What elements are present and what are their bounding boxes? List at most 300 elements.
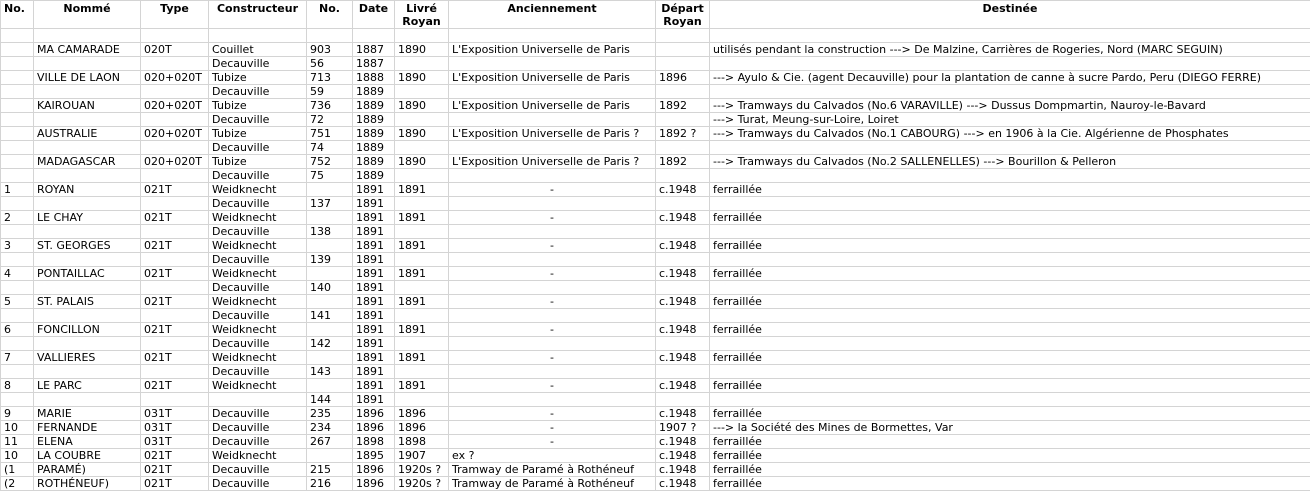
cell-date[interactable]: 1891 [353, 393, 395, 407]
cell-works-no[interactable] [307, 351, 353, 365]
cell-works-no[interactable]: 75 [307, 169, 353, 183]
cell-fate[interactable] [710, 141, 1310, 155]
cell-builder[interactable]: Weidknecht [209, 351, 307, 365]
cell-builder[interactable]: Decauville [209, 85, 307, 99]
cell-departed-royan[interactable] [656, 169, 710, 183]
cell-builder[interactable]: Tubize [209, 99, 307, 113]
cell-type[interactable] [141, 337, 209, 351]
cell-builder[interactable]: Tubize [209, 127, 307, 141]
cell-departed-royan[interactable]: c.1948 [656, 295, 710, 309]
cell-date[interactable]: 1891 [353, 337, 395, 351]
header-type[interactable]: Type [141, 1, 209, 29]
cell-fate[interactable] [710, 365, 1310, 379]
cell-fate[interactable] [710, 29, 1310, 43]
cell-name[interactable]: LA COUBRE [34, 449, 141, 463]
cell-fate[interactable] [710, 169, 1310, 183]
cell-formerly[interactable]: - [449, 295, 656, 309]
cell-type[interactable] [141, 113, 209, 127]
cell-delivered-royan[interactable]: 1891 [395, 295, 449, 309]
cell-departed-royan[interactable]: c.1948 [656, 463, 710, 477]
cell-type[interactable]: 020+020T [141, 71, 209, 85]
cell-works-no[interactable]: 903 [307, 43, 353, 57]
cell-formerly[interactable]: - [449, 211, 656, 225]
cell-date[interactable]: 1889 [353, 113, 395, 127]
cell-departed-royan[interactable]: c.1948 [656, 449, 710, 463]
cell-type[interactable] [141, 57, 209, 71]
cell-no[interactable] [1, 71, 34, 85]
cell-no[interactable]: 5 [1, 295, 34, 309]
cell-delivered-royan[interactable] [395, 309, 449, 323]
cell-formerly[interactable]: - [449, 267, 656, 281]
cell-date[interactable]: 1887 [353, 43, 395, 57]
cell-no[interactable] [1, 85, 34, 99]
cell-no[interactable] [1, 43, 34, 57]
header-delivered-royan[interactable]: Livré Royan [395, 1, 449, 29]
cell-works-no[interactable] [307, 379, 353, 393]
cell-type[interactable] [141, 29, 209, 43]
cell-departed-royan[interactable]: 1907 ? [656, 421, 710, 435]
cell-builder[interactable]: Weidknecht [209, 211, 307, 225]
cell-name[interactable]: VILLE DE LAON [34, 71, 141, 85]
cell-works-no[interactable]: 74 [307, 141, 353, 155]
header-formerly[interactable]: Anciennement [449, 1, 656, 29]
cell-type[interactable]: 020T [141, 43, 209, 57]
cell-name[interactable]: ST. PALAIS [34, 295, 141, 309]
cell-date[interactable]: 1891 [353, 295, 395, 309]
cell-delivered-royan[interactable] [395, 29, 449, 43]
cell-builder[interactable]: Decauville [209, 253, 307, 267]
header-no[interactable]: No. [1, 1, 34, 29]
cell-builder[interactable]: Decauville [209, 113, 307, 127]
cell-delivered-royan[interactable]: 1898 [395, 435, 449, 449]
cell-date[interactable]: 1896 [353, 407, 395, 421]
cell-formerly[interactable] [449, 365, 656, 379]
cell-fate[interactable]: ferraillée [710, 449, 1310, 463]
cell-builder[interactable]: Decauville [209, 141, 307, 155]
cell-builder[interactable]: Decauville [209, 169, 307, 183]
cell-formerly[interactable]: - [449, 421, 656, 435]
cell-works-no[interactable]: 216 [307, 477, 353, 491]
cell-builder[interactable] [209, 29, 307, 43]
cell-no[interactable] [1, 253, 34, 267]
cell-fate[interactable] [710, 253, 1310, 267]
cell-type[interactable]: 031T [141, 435, 209, 449]
cell-departed-royan[interactable]: c.1948 [656, 407, 710, 421]
cell-date[interactable]: 1889 [353, 155, 395, 169]
cell-departed-royan[interactable]: 1892 [656, 99, 710, 113]
cell-works-no[interactable] [307, 183, 353, 197]
cell-fate[interactable]: ---> Tramways du Calvados (No.2 SALLENELLES) ---> Bourillon & Pelleron [710, 155, 1310, 169]
cell-type[interactable] [141, 141, 209, 155]
cell-name[interactable]: ELENA [34, 435, 141, 449]
cell-type[interactable]: 021T [141, 295, 209, 309]
cell-departed-royan[interactable]: c.1948 [656, 477, 710, 491]
cell-builder[interactable]: Decauville [209, 281, 307, 295]
cell-name[interactable] [34, 225, 141, 239]
cell-type[interactable] [141, 169, 209, 183]
cell-builder[interactable]: Weidknecht [209, 183, 307, 197]
cell-works-no[interactable]: 139 [307, 253, 353, 267]
cell-works-no[interactable]: 56 [307, 57, 353, 71]
cell-builder[interactable]: Decauville [209, 421, 307, 435]
cell-name[interactable] [34, 253, 141, 267]
cell-fate[interactable]: ferraillée [710, 351, 1310, 365]
cell-name[interactable] [34, 141, 141, 155]
cell-type[interactable]: 021T [141, 211, 209, 225]
cell-departed-royan[interactable] [656, 43, 710, 57]
cell-type[interactable]: 021T [141, 323, 209, 337]
cell-delivered-royan[interactable] [395, 337, 449, 351]
cell-departed-royan[interactable] [656, 85, 710, 99]
cell-fate[interactable]: ferraillée [710, 183, 1310, 197]
cell-delivered-royan[interactable]: 1891 [395, 183, 449, 197]
cell-works-no[interactable]: 72 [307, 113, 353, 127]
cell-delivered-royan[interactable]: 1891 [395, 239, 449, 253]
cell-type[interactable]: 020+020T [141, 99, 209, 113]
cell-date[interactable]: 1888 [353, 71, 395, 85]
cell-delivered-royan[interactable]: 1896 [395, 407, 449, 421]
cell-departed-royan[interactable] [656, 393, 710, 407]
cell-works-no[interactable]: 137 [307, 197, 353, 211]
cell-fate[interactable]: ferraillée [710, 323, 1310, 337]
cell-name[interactable]: FERNANDE [34, 421, 141, 435]
cell-works-no[interactable] [307, 267, 353, 281]
cell-type[interactable]: 020+020T [141, 127, 209, 141]
cell-name[interactable] [34, 197, 141, 211]
cell-departed-royan[interactable] [656, 29, 710, 43]
cell-formerly[interactable] [449, 57, 656, 71]
cell-formerly[interactable]: - [449, 323, 656, 337]
cell-type[interactable]: 031T [141, 421, 209, 435]
cell-type[interactable]: 021T [141, 463, 209, 477]
cell-date[interactable]: 1891 [353, 351, 395, 365]
cell-works-no[interactable]: 267 [307, 435, 353, 449]
cell-date[interactable]: 1891 [353, 309, 395, 323]
cell-name[interactable]: KAIROUAN [34, 99, 141, 113]
cell-departed-royan[interactable] [656, 309, 710, 323]
cell-works-no[interactable] [307, 295, 353, 309]
cell-no[interactable]: (1 [1, 463, 34, 477]
cell-no[interactable]: 9 [1, 407, 34, 421]
cell-departed-royan[interactable] [656, 365, 710, 379]
cell-fate[interactable] [710, 225, 1310, 239]
cell-delivered-royan[interactable]: 1907 [395, 449, 449, 463]
header-date[interactable]: Date [353, 1, 395, 29]
cell-no[interactable]: 6 [1, 323, 34, 337]
cell-departed-royan[interactable] [656, 281, 710, 295]
cell-delivered-royan[interactable] [395, 281, 449, 295]
cell-no[interactable] [1, 281, 34, 295]
cell-fate[interactable] [710, 309, 1310, 323]
cell-name[interactable]: LE CHAY [34, 211, 141, 225]
cell-date[interactable] [353, 29, 395, 43]
cell-date[interactable]: 1891 [353, 365, 395, 379]
cell-departed-royan[interactable]: c.1948 [656, 323, 710, 337]
cell-fate[interactable] [710, 57, 1310, 71]
cell-formerly[interactable]: L'Exposition Universelle de Paris [449, 43, 656, 57]
cell-works-no[interactable]: 215 [307, 463, 353, 477]
cell-no[interactable]: 2 [1, 211, 34, 225]
cell-departed-royan[interactable] [656, 113, 710, 127]
cell-date[interactable]: 1895 [353, 449, 395, 463]
cell-delivered-royan[interactable] [395, 141, 449, 155]
cell-date[interactable]: 1898 [353, 435, 395, 449]
cell-fate[interactable] [710, 337, 1310, 351]
cell-works-no[interactable]: 141 [307, 309, 353, 323]
cell-type[interactable]: 021T [141, 267, 209, 281]
cell-works-no[interactable]: 140 [307, 281, 353, 295]
cell-delivered-royan[interactable]: 1890 [395, 43, 449, 57]
cell-works-no[interactable]: 736 [307, 99, 353, 113]
cell-delivered-royan[interactable] [395, 197, 449, 211]
header-name[interactable]: Nommé [34, 1, 141, 29]
cell-no[interactable] [1, 99, 34, 113]
cell-works-no[interactable]: 713 [307, 71, 353, 85]
cell-formerly[interactable] [449, 281, 656, 295]
cell-departed-royan[interactable] [656, 141, 710, 155]
cell-builder[interactable]: Tubize [209, 71, 307, 85]
cell-fate[interactable]: ---> Turat, Meung-sur-Loire, Loiret [710, 113, 1310, 127]
cell-name[interactable]: PARAMÉ) [34, 463, 141, 477]
cell-formerly[interactable] [449, 169, 656, 183]
cell-delivered-royan[interactable] [395, 225, 449, 239]
cell-no[interactable] [1, 155, 34, 169]
cell-formerly[interactable] [449, 337, 656, 351]
cell-departed-royan[interactable]: c.1948 [656, 183, 710, 197]
cell-departed-royan[interactable] [656, 225, 710, 239]
cell-formerly[interactable]: - [449, 239, 656, 253]
cell-builder[interactable]: Weidknecht [209, 267, 307, 281]
cell-builder[interactable]: Decauville [209, 365, 307, 379]
cell-no[interactable] [1, 393, 34, 407]
cell-no[interactable] [1, 309, 34, 323]
cell-fate[interactable]: ---> Tramways du Calvados (No.1 CABOURG) ---> en 1906 à la Cie. Algérienne de Phosphates [710, 127, 1310, 141]
cell-name[interactable]: MADAGASCAR [34, 155, 141, 169]
cell-builder[interactable]: Decauville [209, 337, 307, 351]
cell-type[interactable]: 021T [141, 379, 209, 393]
cell-works-no[interactable]: 144 [307, 393, 353, 407]
cell-works-no[interactable]: 752 [307, 155, 353, 169]
cell-name[interactable] [34, 281, 141, 295]
cell-builder[interactable]: Decauville [209, 407, 307, 421]
cell-departed-royan[interactable] [656, 57, 710, 71]
cell-no[interactable] [1, 141, 34, 155]
cell-date[interactable]: 1889 [353, 85, 395, 99]
cell-delivered-royan[interactable]: 1891 [395, 351, 449, 365]
cell-no[interactable]: 7 [1, 351, 34, 365]
cell-date[interactable]: 1891 [353, 253, 395, 267]
cell-name[interactable] [34, 169, 141, 183]
cell-no[interactable] [1, 197, 34, 211]
cell-no[interactable]: 1 [1, 183, 34, 197]
cell-type[interactable]: 021T [141, 183, 209, 197]
cell-fate[interactable]: ferraillée [710, 211, 1310, 225]
cell-date[interactable]: 1891 [353, 211, 395, 225]
cell-departed-royan[interactable]: c.1948 [656, 239, 710, 253]
cell-builder[interactable]: Decauville [209, 309, 307, 323]
cell-builder[interactable] [209, 393, 307, 407]
cell-no[interactable]: 10 [1, 421, 34, 435]
cell-delivered-royan[interactable]: 1890 [395, 71, 449, 85]
cell-no[interactable] [1, 127, 34, 141]
cell-date[interactable]: 1889 [353, 141, 395, 155]
cell-no[interactable]: (2 [1, 477, 34, 491]
cell-builder[interactable]: Weidknecht [209, 449, 307, 463]
cell-date[interactable]: 1891 [353, 225, 395, 239]
cell-formerly[interactable] [449, 393, 656, 407]
cell-name[interactable]: ROTHÉNEUF) [34, 477, 141, 491]
cell-name[interactable]: PONTAILLAC [34, 267, 141, 281]
cell-builder[interactable]: Tubize [209, 155, 307, 169]
cell-fate[interactable]: ferraillée [710, 463, 1310, 477]
header-departed-royan[interactable]: Départ Royan [656, 1, 710, 29]
cell-fate[interactable]: utilisés pendant la construction ---> De Malzine, Carrières de Rogeries, Nord (MARC SEGUIN) [710, 43, 1310, 57]
cell-works-no[interactable] [307, 323, 353, 337]
cell-builder[interactable]: Weidknecht [209, 239, 307, 253]
cell-type[interactable]: 021T [141, 351, 209, 365]
cell-fate[interactable]: ferraillée [710, 435, 1310, 449]
cell-works-no[interactable] [307, 239, 353, 253]
cell-builder[interactable]: Decauville [209, 225, 307, 239]
cell-name[interactable] [34, 85, 141, 99]
cell-delivered-royan[interactable]: 1890 [395, 99, 449, 113]
cell-builder[interactable]: Decauville [209, 57, 307, 71]
cell-formerly[interactable] [449, 29, 656, 43]
cell-works-no[interactable]: 142 [307, 337, 353, 351]
cell-formerly[interactable]: L'Exposition Universelle de Paris [449, 99, 656, 113]
cell-delivered-royan[interactable] [395, 365, 449, 379]
cell-type[interactable]: 031T [141, 407, 209, 421]
cell-name[interactable] [34, 365, 141, 379]
cell-formerly[interactable]: - [449, 183, 656, 197]
cell-name[interactable]: AUSTRALIE [34, 127, 141, 141]
cell-date[interactable]: 1889 [353, 99, 395, 113]
cell-formerly[interactable]: L'Exposition Universelle de Paris [449, 71, 656, 85]
cell-name[interactable]: ROYAN [34, 183, 141, 197]
cell-type[interactable] [141, 365, 209, 379]
cell-type[interactable] [141, 281, 209, 295]
cell-no[interactable]: 8 [1, 379, 34, 393]
cell-delivered-royan[interactable]: 1891 [395, 267, 449, 281]
cell-name[interactable] [34, 113, 141, 127]
cell-builder[interactable]: Weidknecht [209, 295, 307, 309]
header-fate[interactable]: Destinée [710, 1, 1310, 29]
cell-builder[interactable]: Decauville [209, 477, 307, 491]
cell-name[interactable] [34, 337, 141, 351]
cell-date[interactable]: 1896 [353, 421, 395, 435]
cell-builder[interactable]: Weidknecht [209, 379, 307, 393]
cell-formerly[interactable]: Tramway de Paramé à Rothéneuf [449, 477, 656, 491]
cell-works-no[interactable]: 59 [307, 85, 353, 99]
cell-formerly[interactable] [449, 141, 656, 155]
cell-delivered-royan[interactable] [395, 393, 449, 407]
cell-fate[interactable]: ferraillée [710, 267, 1310, 281]
cell-departed-royan[interactable]: c.1948 [656, 267, 710, 281]
cell-fate[interactable] [710, 85, 1310, 99]
cell-name[interactable] [34, 57, 141, 71]
cell-name[interactable] [34, 29, 141, 43]
cell-works-no[interactable]: 751 [307, 127, 353, 141]
header-builder[interactable]: Constructeur [209, 1, 307, 29]
cell-name[interactable]: ST. GEORGES [34, 239, 141, 253]
cell-delivered-royan[interactable]: 1896 [395, 421, 449, 435]
cell-type[interactable]: 021T [141, 239, 209, 253]
cell-fate[interactable] [710, 197, 1310, 211]
cell-fate[interactable] [710, 393, 1310, 407]
cell-departed-royan[interactable]: c.1948 [656, 211, 710, 225]
cell-date[interactable]: 1891 [353, 183, 395, 197]
cell-name[interactable]: LE PARC [34, 379, 141, 393]
cell-date[interactable]: 1891 [353, 281, 395, 295]
cell-delivered-royan[interactable] [395, 253, 449, 267]
cell-delivered-royan[interactable]: 1890 [395, 127, 449, 141]
cell-formerly[interactable] [449, 309, 656, 323]
cell-builder[interactable]: Decauville [209, 435, 307, 449]
cell-formerly[interactable] [449, 225, 656, 239]
cell-date[interactable]: 1896 [353, 477, 395, 491]
cell-no[interactable] [1, 29, 34, 43]
cell-no[interactable] [1, 169, 34, 183]
cell-fate[interactable]: ---> la Société des Mines de Bormettes, Var [710, 421, 1310, 435]
cell-date[interactable]: 1889 [353, 169, 395, 183]
cell-formerly[interactable] [449, 85, 656, 99]
cell-formerly[interactable]: - [449, 435, 656, 449]
cell-type[interactable] [141, 85, 209, 99]
cell-departed-royan[interactable]: c.1948 [656, 435, 710, 449]
cell-date[interactable]: 1889 [353, 127, 395, 141]
cell-name[interactable]: MA CAMARADE [34, 43, 141, 57]
cell-date[interactable]: 1891 [353, 323, 395, 337]
cell-departed-royan[interactable]: 1892 ? [656, 127, 710, 141]
cell-name[interactable]: FONCILLON [34, 323, 141, 337]
cell-delivered-royan[interactable]: 1890 [395, 155, 449, 169]
cell-date[interactable]: 1887 [353, 57, 395, 71]
cell-departed-royan[interactable] [656, 337, 710, 351]
cell-builder[interactable]: Decauville [209, 463, 307, 477]
cell-departed-royan[interactable]: c.1948 [656, 351, 710, 365]
cell-date[interactable]: 1891 [353, 197, 395, 211]
cell-type[interactable] [141, 309, 209, 323]
cell-formerly[interactable]: - [449, 407, 656, 421]
cell-fate[interactable]: ferraillée [710, 295, 1310, 309]
cell-delivered-royan[interactable] [395, 113, 449, 127]
cell-type[interactable]: 021T [141, 449, 209, 463]
cell-date[interactable]: 1891 [353, 239, 395, 253]
cell-no[interactable] [1, 113, 34, 127]
cell-works-no[interactable]: 143 [307, 365, 353, 379]
cell-formerly[interactable] [449, 197, 656, 211]
cell-builder[interactable]: Couillet [209, 43, 307, 57]
cell-fate[interactable]: ferraillée [710, 477, 1310, 491]
cell-formerly[interactable]: L'Exposition Universelle de Paris ? [449, 155, 656, 169]
cell-fate[interactable]: ferraillée [710, 407, 1310, 421]
cell-works-no[interactable] [307, 211, 353, 225]
cell-delivered-royan[interactable]: 1891 [395, 211, 449, 225]
cell-delivered-royan[interactable]: 1920s ? [395, 463, 449, 477]
cell-no[interactable] [1, 365, 34, 379]
cell-fate[interactable]: ---> Ayulo & Cie. (agent Decauville) pour la plantation de canne à sucre Pardo, Peru (DIEGO FERRE) [710, 71, 1310, 85]
cell-fate[interactable]: ferraillée [710, 379, 1310, 393]
cell-delivered-royan[interactable] [395, 169, 449, 183]
cell-type[interactable] [141, 225, 209, 239]
cell-formerly[interactable]: ex ? [449, 449, 656, 463]
cell-name[interactable]: MARIE [34, 407, 141, 421]
cell-delivered-royan[interactable]: 1920s ? [395, 477, 449, 491]
cell-name[interactable]: VALLIERES [34, 351, 141, 365]
cell-delivered-royan[interactable]: 1891 [395, 379, 449, 393]
cell-works-no[interactable]: 234 [307, 421, 353, 435]
cell-name[interactable] [34, 393, 141, 407]
